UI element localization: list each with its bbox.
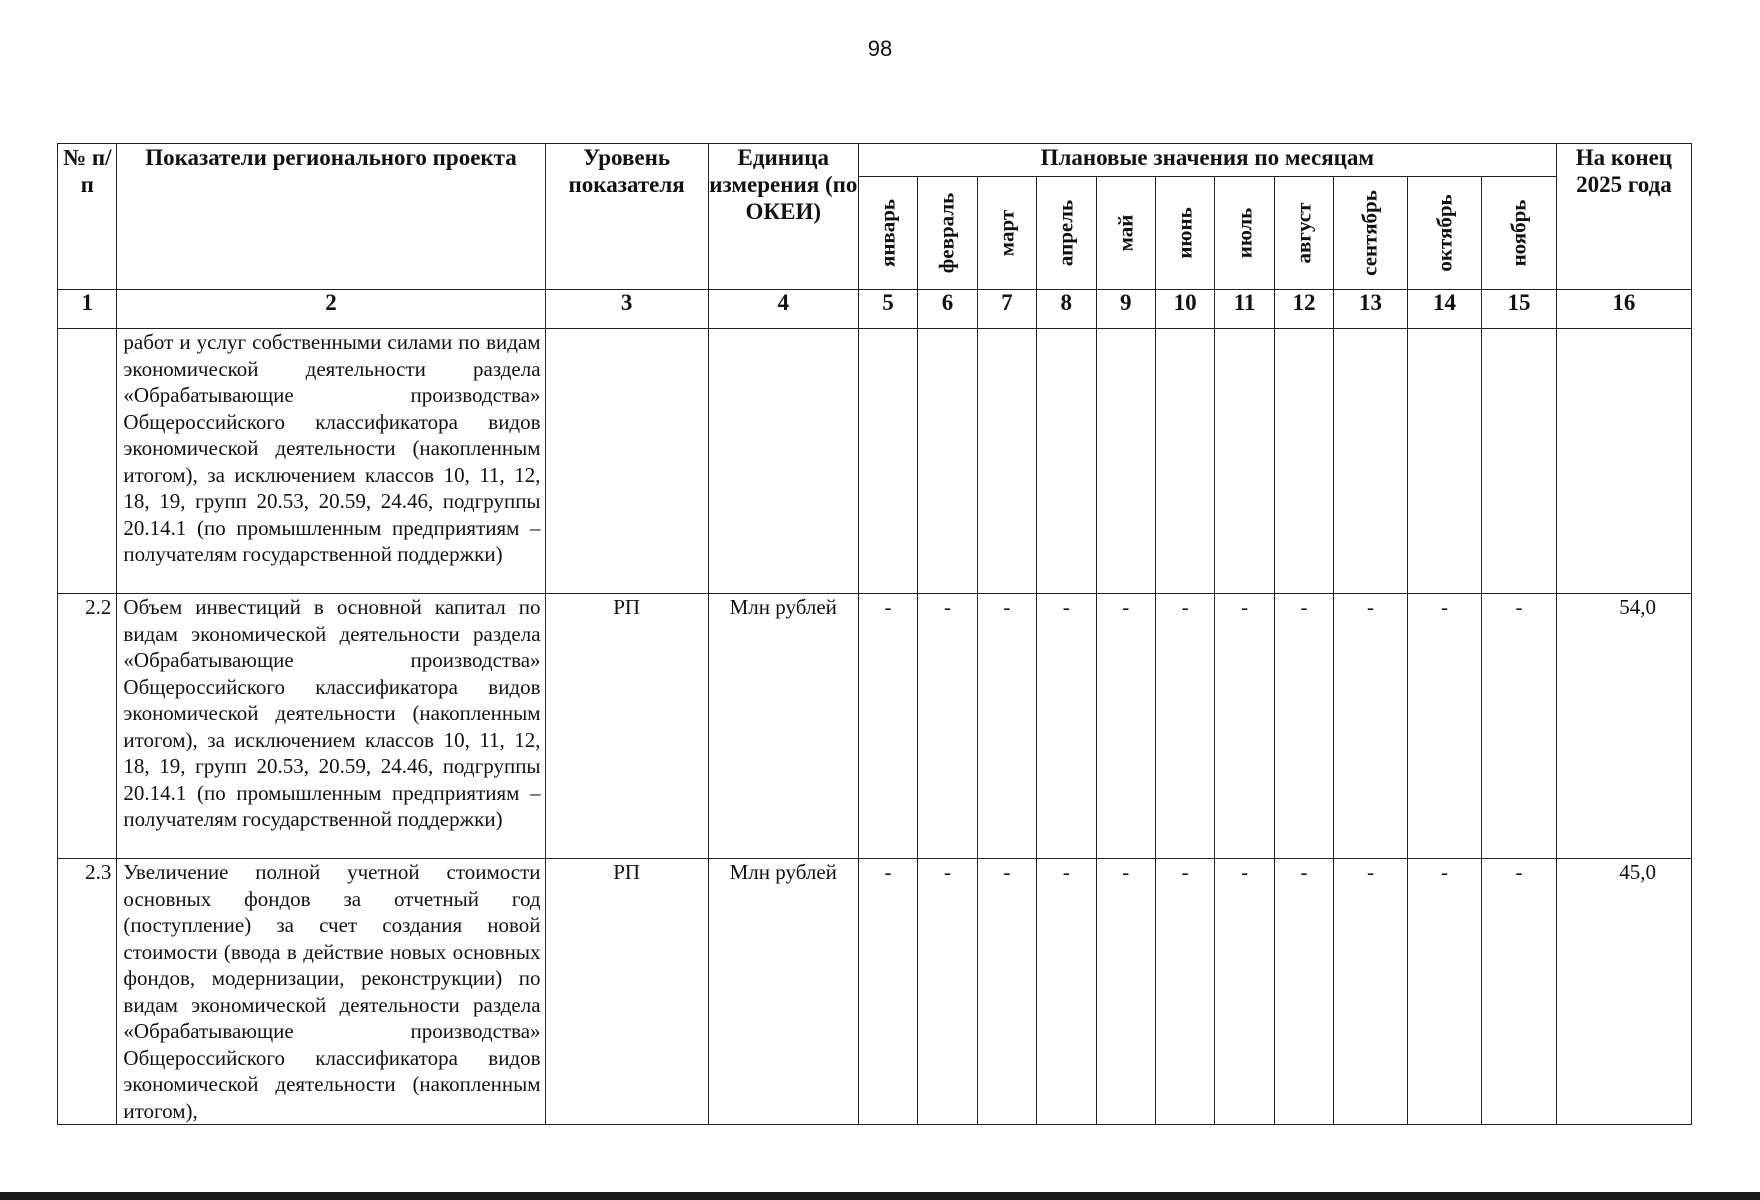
row-month-value xyxy=(1215,329,1274,594)
row-month-value: - xyxy=(1215,594,1274,859)
row-month-value: - xyxy=(1037,594,1096,859)
table-row xyxy=(58,594,1692,859)
row-unit xyxy=(708,329,858,594)
month-label: июль xyxy=(1232,207,1257,259)
column-number: 6 xyxy=(918,290,977,329)
column-number: 7 xyxy=(977,290,1036,329)
row-unit: Млн рублей xyxy=(708,594,858,859)
column-number: 3 xyxy=(545,290,708,329)
month-label: февраль xyxy=(935,192,960,274)
header-month xyxy=(977,177,1036,290)
month-label: апрель xyxy=(1053,199,1078,267)
header-month xyxy=(1096,177,1155,290)
column-number: 11 xyxy=(1215,290,1274,329)
row-num: 2.2 xyxy=(58,594,117,859)
row-month-value: - xyxy=(1482,859,1557,1125)
row-month-value xyxy=(1037,329,1096,594)
column-number: 1 xyxy=(58,290,117,329)
row-month-value xyxy=(1096,329,1155,594)
row-month-value: - xyxy=(1215,859,1274,1125)
month-label: март xyxy=(994,209,1019,257)
row-month-value: - xyxy=(1155,859,1214,1125)
column-number: 2 xyxy=(117,290,545,329)
row-indicator: Объем инвестиций в основной капитал по видам экономической деятельности раздела «Обрабатывающие производства» Общероссийского классификатора видов экономической деятельности (накопленным итогом), за исключением классов 10, 11, 12, 18, 19, групп 20.53, 20.59, 24.46, подгруппы 20.14.1 (по промышленным предприятиям – получателям государственной поддержки) xyxy=(117,594,545,859)
header-unit: Единица измерения (по ОКЕИ) xyxy=(708,144,858,290)
month-label: ноябрь xyxy=(1506,199,1531,267)
row-month-value xyxy=(977,329,1036,594)
row-month-value: - xyxy=(1096,859,1155,1125)
row-month-value xyxy=(1155,329,1214,594)
column-number: 10 xyxy=(1155,290,1214,329)
column-number: 12 xyxy=(1274,290,1333,329)
header-indicator: Показатели регионального проекта xyxy=(117,144,545,290)
row-end-value: 54,0 xyxy=(1556,594,1691,859)
row-indicator: работ и услуг собственными силами по видам экономической деятельности раздела «Обрабатывающие производства» Общероссийского классификатора видов экономической деятельности (накопленным итогом), за исключением классов 10, 11, 12, 18, 19, групп 20.53, 20.59, 24.46, подгруппы 20.14.1 (по промышленным предприятиям – получателям государственной поддержки) xyxy=(117,329,545,594)
row-month-value xyxy=(1334,329,1408,594)
column-number-row xyxy=(58,290,1692,329)
column-number: 15 xyxy=(1482,290,1557,329)
header-month xyxy=(1274,177,1333,290)
header-month xyxy=(918,177,977,290)
header-row-1 xyxy=(58,144,1692,177)
row-level xyxy=(545,329,708,594)
column-number: 9 xyxy=(1096,290,1155,329)
month-label: сентябрь xyxy=(1358,190,1383,276)
row-month-value: - xyxy=(1407,594,1482,859)
column-number: 4 xyxy=(708,290,858,329)
scan-edge-band xyxy=(0,1192,1760,1200)
row-month-value: - xyxy=(918,859,977,1125)
table-row xyxy=(58,329,1692,594)
header-month xyxy=(1407,177,1482,290)
header-monthly-group: Плановые значения по месяцам xyxy=(858,144,1556,177)
row-month-value xyxy=(1407,329,1482,594)
column-number: 5 xyxy=(858,290,917,329)
row-indicator: Увеличение полной учетной стоимости основных фондов за отчетный год (поступление) за счет создания новой стоимости (ввода в действие новых основных фондов, модернизации, реконструкции) по видам экономической деятельности раздела «Обрабатывающие производства» Общероссийского классификатора видов экономической деятельности (накопленным итогом), xyxy=(117,859,545,1125)
indicator-table xyxy=(57,143,1692,1125)
row-month-value: - xyxy=(1334,859,1408,1125)
header-end-value: На конец 2025 года xyxy=(1556,144,1691,290)
header-month xyxy=(1482,177,1557,290)
column-number: 8 xyxy=(1037,290,1096,329)
month-label: август xyxy=(1291,202,1316,264)
row-end-value: 45,0 xyxy=(1556,859,1691,1125)
row-month-value: - xyxy=(977,859,1036,1125)
header-month xyxy=(858,177,917,290)
row-month-value xyxy=(918,329,977,594)
month-label: июнь xyxy=(1172,207,1197,259)
month-label: май xyxy=(1113,214,1138,252)
row-month-value: - xyxy=(1482,594,1557,859)
row-month-value xyxy=(1482,329,1557,594)
month-label: январь xyxy=(875,198,900,268)
row-end-value xyxy=(1556,329,1691,594)
row-month-value xyxy=(858,329,917,594)
column-number: 16 xyxy=(1556,290,1691,329)
header-level: Уровень показателя xyxy=(545,144,708,290)
page-number: 98 xyxy=(867,36,893,61)
row-unit: Млн рублей xyxy=(708,859,858,1125)
row-month-value xyxy=(1274,329,1333,594)
header-month xyxy=(1155,177,1214,290)
month-label: октябрь xyxy=(1432,194,1457,272)
row-month-value: - xyxy=(1407,859,1482,1125)
header-month xyxy=(1215,177,1274,290)
row-month-value: - xyxy=(1096,594,1155,859)
header-month xyxy=(1334,177,1408,290)
column-number: 13 xyxy=(1334,290,1408,329)
row-month-value: - xyxy=(918,594,977,859)
row-month-value: - xyxy=(1274,859,1333,1125)
row-month-value: - xyxy=(1155,594,1214,859)
header-num: № п/п xyxy=(58,144,117,290)
row-month-value: - xyxy=(858,859,917,1125)
table-row xyxy=(58,859,1692,1125)
row-num: 2.3 xyxy=(58,859,117,1125)
row-month-value: - xyxy=(858,594,917,859)
row-month-value: - xyxy=(1274,594,1333,859)
row-level: РП xyxy=(545,859,708,1125)
row-month-value: - xyxy=(1334,594,1408,859)
row-level: РП xyxy=(545,594,708,859)
row-month-value: - xyxy=(1037,859,1096,1125)
row-num xyxy=(58,329,117,594)
row-month-value: - xyxy=(977,594,1036,859)
header-month xyxy=(1037,177,1096,290)
column-number: 14 xyxy=(1407,290,1482,329)
